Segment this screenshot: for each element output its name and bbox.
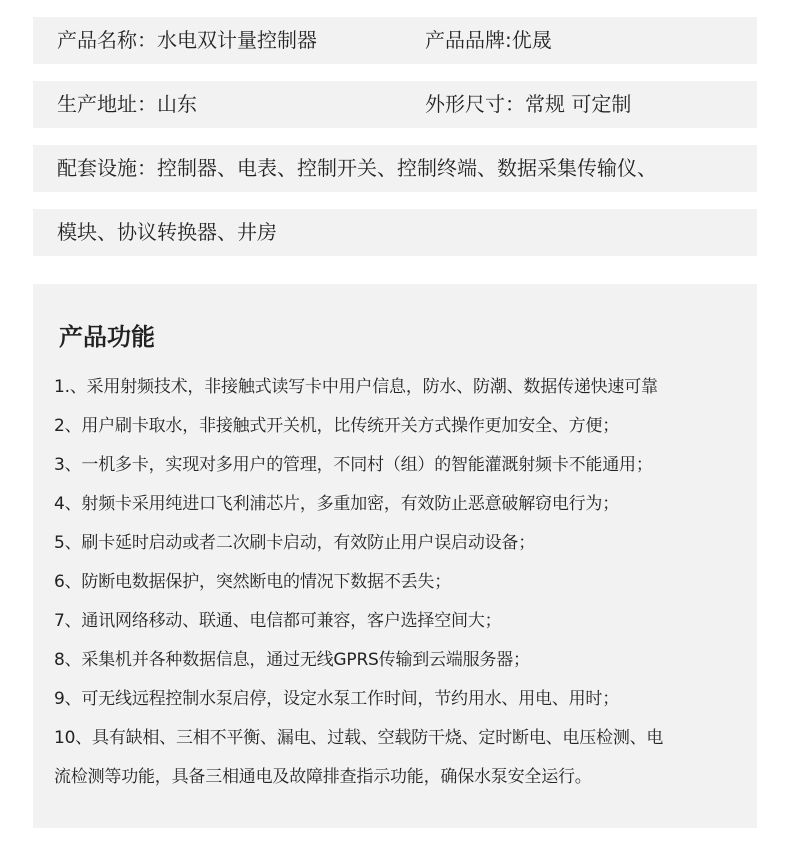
feature-line: 1.、采用射频技术，非接触式读写卡中用户信息，防水、防潮、数据传递快速可靠 bbox=[54, 377, 658, 397]
feature-line: 流检测等功能，具备三相通电及故障排查指示功能，确保水泵安全运行。 bbox=[54, 767, 592, 787]
feature-line: 4、射频卡采用纯进口飞利浦芯片，多重加密，有效防止恶意破解窃电行为； bbox=[54, 494, 620, 514]
feature-line: 6、防断电数据保护，突然断电的情况下数据不丢失； bbox=[54, 572, 452, 592]
supporting-facilities-continued: 模块、协议转换器、井房 bbox=[57, 220, 277, 244]
feature-line: 3、一机多卡，实现对多用户的管理，不同村（组）的智能灌溉射频卡不能通用； bbox=[54, 455, 653, 475]
feature-line: 8、采集机并各种数据信息，通过无线GPRS传输到云端服务器； bbox=[54, 650, 530, 670]
feature-line: 5、刷卡延时启动或者二次刷卡启动，有效防止用户误启动设备； bbox=[54, 533, 536, 553]
info-row-address-size bbox=[33, 81, 757, 128]
feature-line: 2、用户刷卡取水，非接触式开关机，比传统开关方式操作更加安全、方便； bbox=[54, 416, 620, 436]
product-name: 产品名称：水电双计量控制器 bbox=[57, 28, 317, 52]
production-address: 生产地址：山东 bbox=[57, 92, 197, 116]
feature-line: 10、具有缺相、三相不平衡、漏电、过载、空载防干烧、定时断电、电压检测、电 bbox=[54, 728, 664, 748]
product-brand: 产品品牌:优晟 bbox=[425, 28, 552, 52]
product-dimensions: 外形尺寸：常规 可定制 bbox=[425, 92, 632, 116]
feature-line: 9、可无线远程控制水泵启停，设定水泵工作时间，节约用水、用电、用时； bbox=[54, 689, 620, 709]
features-list bbox=[54, 368, 754, 797]
feature-line: 7、通讯网络移动、联通、电信都可兼容，客户选择空间大； bbox=[54, 611, 502, 631]
features-panel bbox=[33, 284, 757, 828]
info-row-name-brand bbox=[33, 17, 757, 64]
info-row-facilities-continued bbox=[33, 209, 757, 256]
info-row-facilities bbox=[33, 145, 757, 192]
supporting-facilities: 配套设施：控制器、电表、控制开关、控制终端、数据采集传输仪、 bbox=[57, 156, 657, 180]
features-title: 产品功能 bbox=[59, 323, 155, 351]
